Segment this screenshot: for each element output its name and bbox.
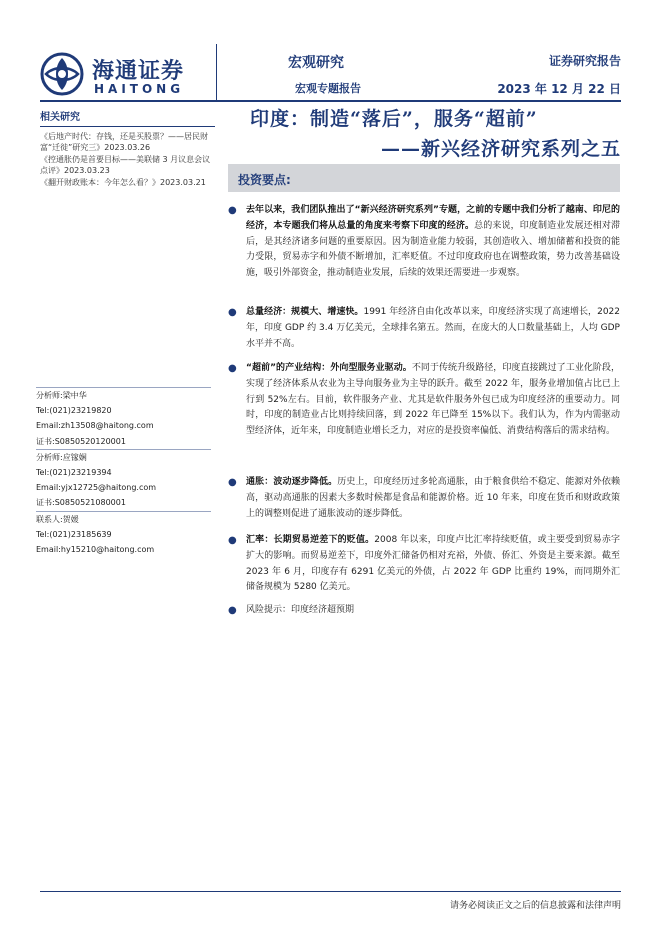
related-research-heading: 相关研究 xyxy=(40,112,215,127)
header-subcategory: 宏观专题报告 xyxy=(295,82,361,95)
bullet-icon: ● xyxy=(228,477,237,488)
contact-name: 联系人:贺媛 xyxy=(36,514,79,524)
brand-name-cn: 海通证券 xyxy=(92,58,185,84)
key-point-heading: 去年以来，我们团队推出了“新兴经济研究系列”专题，之前的专题中我们分析了越南、印尼的经济，本专题我们将从总量的角度来考察下印度的经济。 xyxy=(246,205,620,231)
key-point-item xyxy=(228,475,620,522)
key-point-item xyxy=(228,203,620,282)
key-point-heading: “超前”的产业结构：外向型服务业驱动。 xyxy=(246,363,412,373)
header-report-type: 证券研究报告 xyxy=(548,54,621,68)
key-point-text: 不同于传统升级路径，印度直接跳过了工业化阶段，实现了经济体系从农业为主导向服务业为主导的跃升。截至 2022 年，服务业增加值占比已上行到 52%左右。目前，软件服务产业、尤其是软件服务外包已成为印度经济的重要动力。同时，印度的制造业占比则持续回落，到 2022 年已降至 15%以下。我们认为，作为内需驱动型经济体，近年来，印度制造业增长乏力，对应的是投资率偏低、消费结构落后的需求结构。 xyxy=(246,363,620,437)
brand-name-en: HAITONG xyxy=(94,82,185,96)
footer-rule xyxy=(40,891,621,892)
related-research xyxy=(40,112,215,188)
key-point-text: 1991 年经济自由化改革以来，印度经济实现了高速增长，2022 年，印度 GDP 约 3.4 万亿美元，全球排名第五。然而，在庞大的人口数量基础上，人均 GDP 水平并不高。 xyxy=(246,307,620,349)
key-point-item xyxy=(228,533,620,596)
analyst-tel: Tel:(021)23219820 xyxy=(36,406,112,416)
haitong-logo-icon xyxy=(40,52,84,96)
header-date: 2023 年 12 月 22 日 xyxy=(497,82,621,96)
bullet-icon: ● xyxy=(228,307,237,318)
analyst-name: 分析师:应镓娴 xyxy=(36,452,87,462)
header-divider xyxy=(216,44,217,100)
related-report-link[interactable]: 《后地产时代：存钱，还是买股票？——居民财富“迁徙”研究三》2023.03.26 xyxy=(40,131,208,152)
analyst-email[interactable]: Email:yjx12725@haitong.com xyxy=(36,483,157,493)
header-rule xyxy=(40,100,621,102)
key-point-heading: 通胀：波动逐步降低。 xyxy=(246,477,338,487)
risk-warning xyxy=(228,603,620,619)
key-points-label: 投资要点: xyxy=(238,173,291,187)
report-subtitle: ——新兴经济研究系列之五 xyxy=(380,138,621,160)
contact-tel: Tel:(021)23185639 xyxy=(36,529,112,539)
haitong-logo xyxy=(40,52,220,98)
related-report-link[interactable]: 《翻开财政账本：今年怎么看？》2023.03.21 xyxy=(40,177,206,187)
contact-email[interactable]: Email:hy15210@haitong.com xyxy=(36,545,155,555)
analyst-cert: 证书:S0850521080001 xyxy=(36,498,126,508)
analyst-name: 分析师:梁中华 xyxy=(36,391,87,400)
footer-disclaimer[interactable]: 请务必阅读正文之后的信息披露和法律声明 xyxy=(449,901,621,911)
risk-warning-text: 风险提示：印度经济超预期 xyxy=(246,605,355,615)
key-point-heading: 总量经济：规模大、增速快。 xyxy=(246,307,364,317)
key-point-text: 历史上，印度经历过多轮高通胀，由于粮食供给不稳定、能源对外依赖高，驱动高通胀的因素大多数时候都是食品和能源价格。近 10 年来，印度在货币和财政政策上的调整则促进了通胀波动的逐步降低。 xyxy=(246,477,620,519)
bullet-icon: ● xyxy=(228,363,237,374)
analyst-contacts xyxy=(36,387,211,557)
bullet-icon: ● xyxy=(228,605,237,616)
key-point-item xyxy=(228,305,620,352)
analyst-email[interactable]: Email:zh13508@haitong.com xyxy=(36,421,154,431)
related-report-link[interactable]: 《控通胀仍是首要目标——美联储 3 月议息会议点评》2023.03.23 xyxy=(40,154,211,175)
bullet-icon: ● xyxy=(228,205,237,216)
key-points-header xyxy=(228,164,620,192)
key-point-text: 总的来说，印度制造业发展还相对滞后，是其经济诸多问题的重要原因。因为制造业能力较弱，其创造收入、增加储蓄和投资的能力受限，贸易赤字和外债不断增加，汇率贬值。不过印度政府也在调整政策，势力改善基础设施，吸引外部资金，推动制造业发展，后续的效果还需要进一步观察。 xyxy=(246,220,620,279)
key-point-text: 2008 年以来，印度卢比汇率持续贬值，或主要受到贸易赤字扩大的影响。而贸易逆差下，印度外汇储备仍相对充裕，外债、侨汇、外资是主要来源。截至 2023 年 6 月，印度存有 6291 亿美元的外债，占 2022 年 GDP 比重约 19%，而同期外汇储备规模为 5280 亿美元。 xyxy=(246,535,620,593)
report-title: 印度：制造“落后”，服务“超前” xyxy=(250,108,538,130)
header-category: 宏观研究 xyxy=(288,55,344,71)
key-point-heading: 汇率：长期贸易逆差下的贬值。 xyxy=(246,535,375,545)
bullet-icon: ● xyxy=(228,535,237,546)
key-point-item xyxy=(228,361,620,440)
analyst-tel: Tel:(021)23219394 xyxy=(36,468,112,478)
analyst-cert: 证书:S0850520120001 xyxy=(36,436,126,446)
